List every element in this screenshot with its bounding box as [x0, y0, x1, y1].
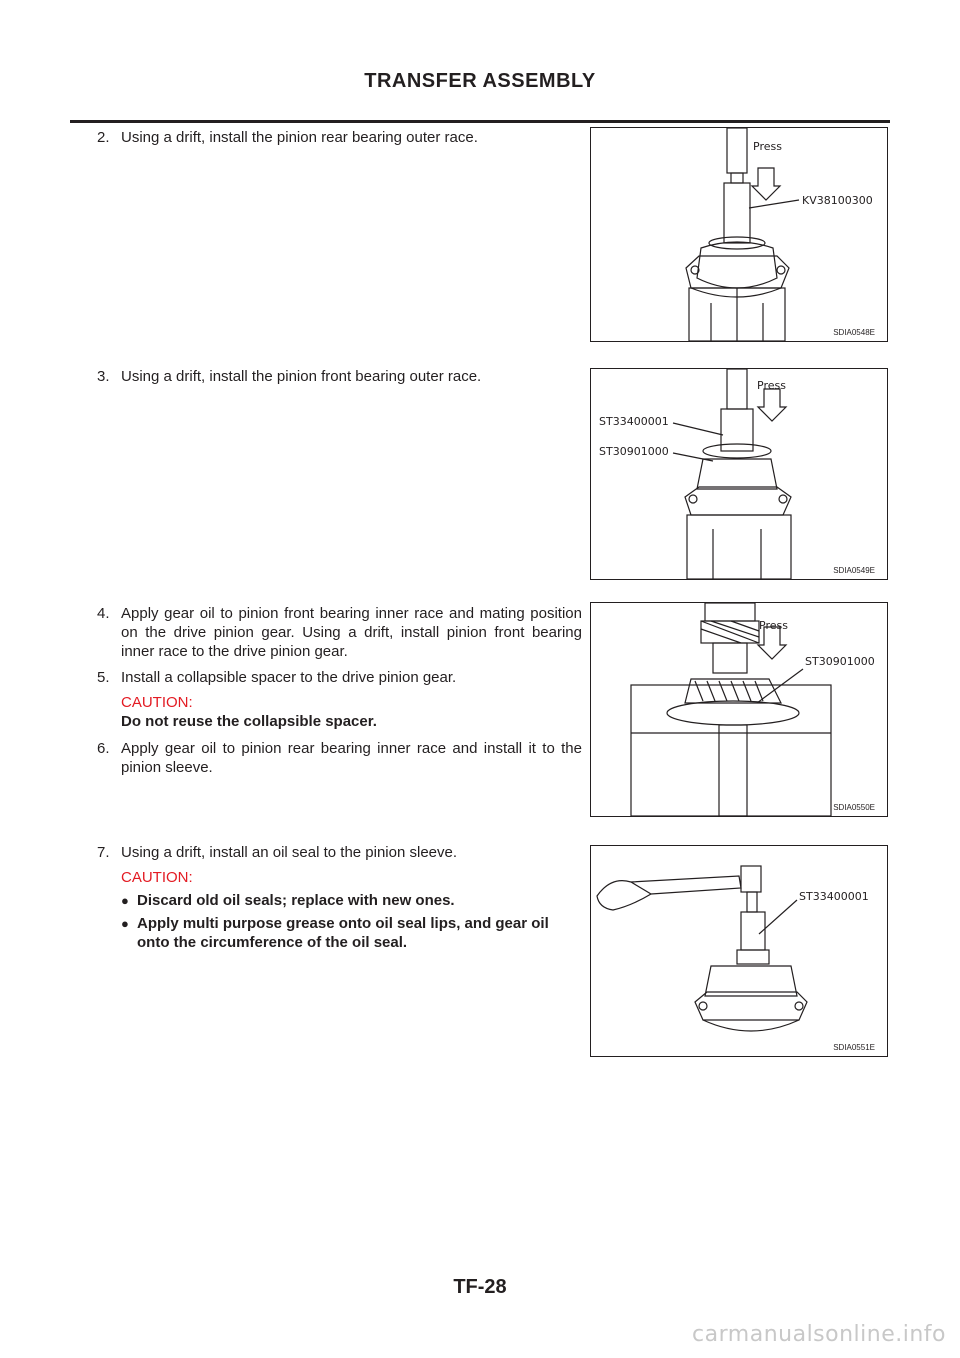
step-5	[97, 668, 582, 731]
caution-bullet	[121, 914, 582, 952]
caution-text: Do not reuse the collapsible spacer.	[121, 713, 377, 730]
press-illustration	[591, 128, 887, 341]
watermark: carmanualsonline.info	[692, 1322, 946, 1347]
step-text: Using a drift, install an oil seal to the pinion sleeve.	[121, 844, 458, 861]
tool-label-b: ST30901000	[599, 445, 669, 458]
caution-label: CAUTION:	[121, 869, 193, 886]
step-text: Apply gear oil to pinion front bearing inner race and mating position on the drive pinion gear. Using a drift, install pinion front bearing inner race to the drive pinion gear.	[121, 605, 582, 660]
page-number: TF-28	[453, 1276, 507, 1298]
caution-label: CAUTION:	[121, 694, 193, 711]
press-illustration	[591, 369, 887, 579]
step-number: 4.	[97, 605, 110, 622]
bullet-icon: ●	[121, 916, 129, 931]
step-6	[97, 739, 582, 777]
press-label: Press	[753, 140, 782, 153]
tool-label: KV38100300	[802, 194, 873, 207]
header-rule	[70, 120, 890, 123]
step-number: 7.	[97, 844, 110, 861]
page-title: TRANSFER ASSEMBLY	[364, 70, 596, 92]
figure-id: SDIA0551E	[833, 1043, 875, 1052]
tool-label: ST33400001	[799, 890, 869, 903]
step-number: 5.	[97, 669, 110, 686]
step-4	[97, 604, 582, 661]
step-text: Using a drift, install the pinion front bearing outer race.	[121, 368, 482, 385]
bullet-text: Apply multi purpose grease onto oil seal lips, and gear oil onto the circumference of the oil seal.	[137, 915, 549, 951]
press-illustration	[591, 603, 887, 816]
step-number: 2.	[97, 129, 110, 146]
step-text: Using a drift, install the pinion rear bearing outer race.	[121, 129, 478, 146]
figure-rear-bearing-outer-race	[590, 127, 888, 342]
tool-label: ST30901000	[805, 655, 875, 668]
step-2	[97, 128, 582, 147]
figure-front-bearing-outer-race	[590, 368, 888, 580]
step-number: 3.	[97, 368, 110, 385]
hammer-illustration	[591, 846, 887, 1056]
step-text: Apply gear oil to pinion rear bearing inner race and install it to the pinion sleeve.	[121, 740, 582, 776]
figure-oil-seal	[590, 845, 888, 1057]
press-label: Press	[757, 379, 786, 392]
press-label: Press	[759, 619, 788, 632]
caution-bullet	[121, 891, 582, 910]
step-3	[97, 367, 582, 386]
tool-label-a: ST33400001	[599, 415, 669, 428]
step-7	[97, 843, 582, 952]
bullet-text: Discard old oil seals; replace with new ones.	[137, 892, 455, 909]
bullet-icon: ●	[121, 893, 129, 908]
figure-id: SDIA0549E	[833, 566, 875, 575]
figure-front-bearing-inner-race	[590, 602, 888, 817]
figure-id: SDIA0550E	[833, 803, 875, 812]
figure-id: SDIA0548E	[833, 328, 875, 337]
step-number: 6.	[97, 740, 110, 757]
step-text: Install a collapsible spacer to the drive pinion gear.	[121, 669, 457, 686]
